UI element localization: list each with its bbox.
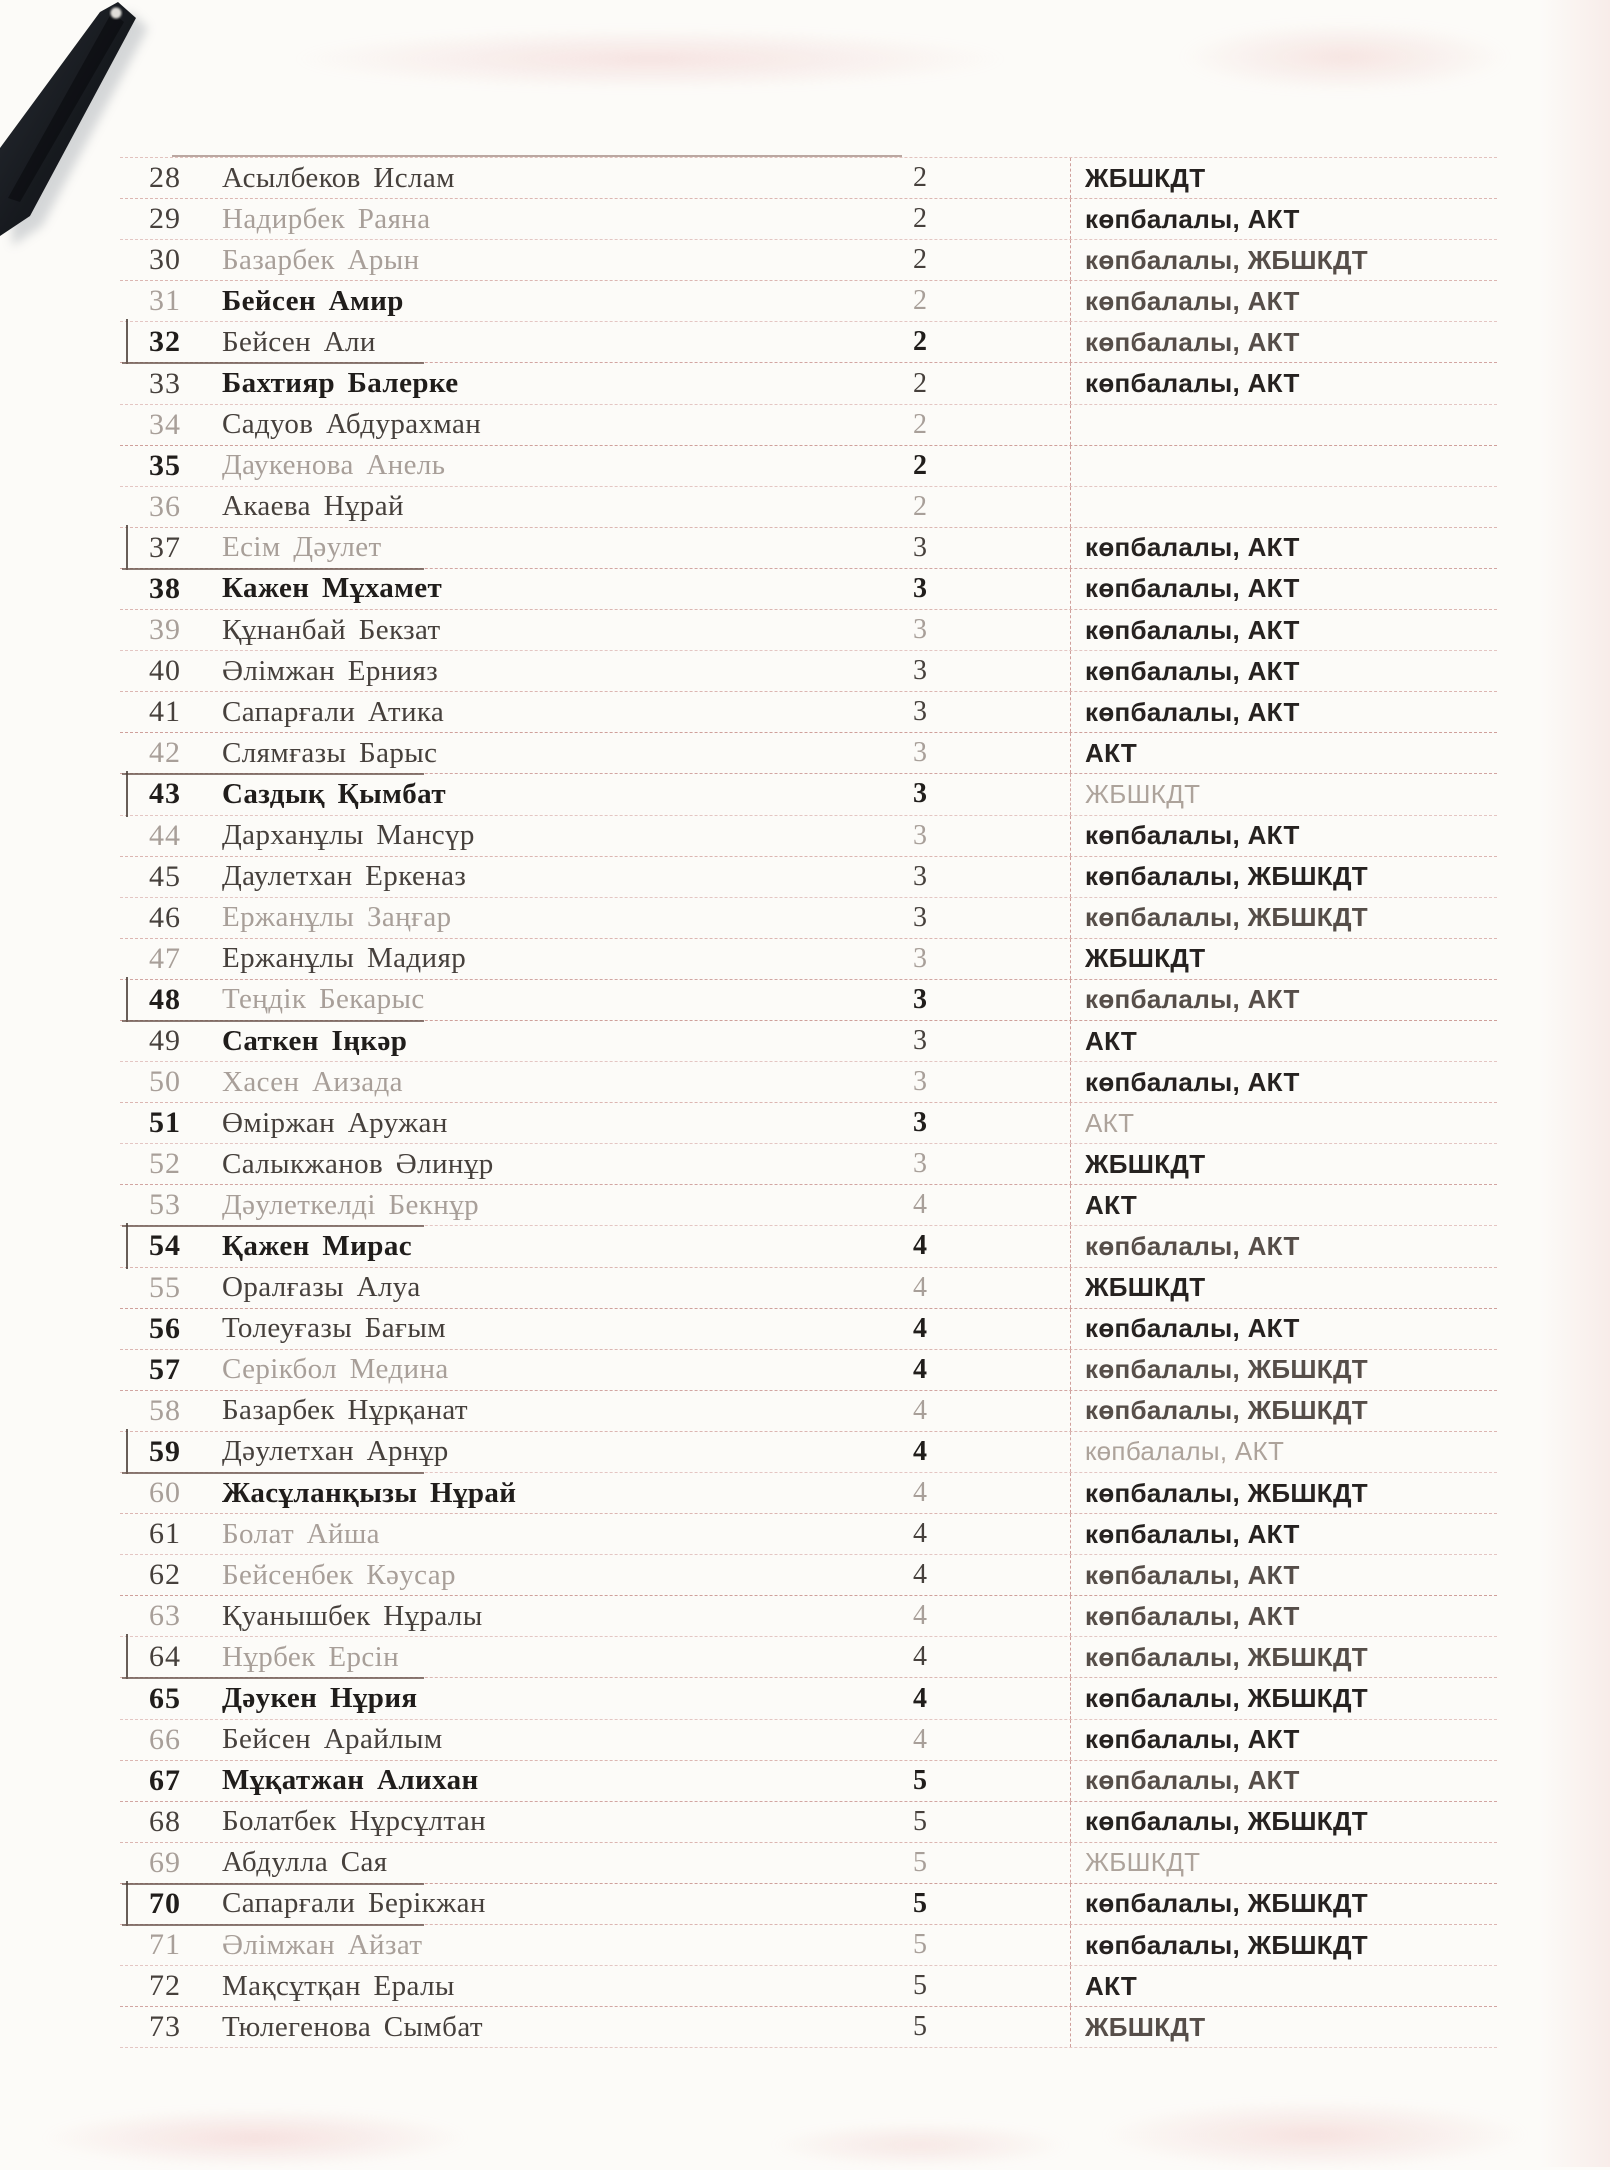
table-row bbox=[120, 405, 1497, 446]
row-number: 29 bbox=[149, 202, 181, 236]
student-name: Қажен Мирас bbox=[222, 1229, 412, 1262]
category-label: көпбалалы, ЖБШКДТ bbox=[1070, 1678, 1497, 1718]
student-name: Құнанбай Бекзат bbox=[222, 613, 441, 646]
row-number: 44 bbox=[149, 818, 181, 852]
category-label: көпбалалы, АКТ bbox=[1070, 1062, 1497, 1102]
grade-number: 2 bbox=[913, 203, 927, 235]
table-row bbox=[120, 610, 1497, 651]
table-row bbox=[120, 363, 1497, 404]
grade-number: 4 bbox=[913, 1435, 927, 1467]
student-name: Серікбол Медина bbox=[222, 1353, 449, 1386]
row-number: 39 bbox=[149, 613, 181, 647]
grade-number: 3 bbox=[913, 819, 927, 851]
category-label: ЖБШКДТ bbox=[1070, 939, 1497, 979]
row-number: 67 bbox=[149, 1763, 181, 1797]
table-row bbox=[120, 281, 1497, 322]
category-label: көпбалалы, АКТ bbox=[1070, 692, 1497, 732]
table-row bbox=[120, 1185, 1497, 1226]
student-name: Дәукен Нұрия bbox=[222, 1682, 418, 1715]
grade-number: 2 bbox=[913, 162, 927, 194]
table-row bbox=[120, 157, 1497, 199]
row-number: 60 bbox=[149, 1476, 181, 1510]
row-number: 62 bbox=[149, 1558, 181, 1592]
grade-number: 2 bbox=[913, 326, 927, 358]
grade-number: 3 bbox=[913, 901, 927, 933]
pen-tip-highlight bbox=[111, 8, 122, 19]
student-name: Даулетхан Еркеназ bbox=[222, 860, 467, 893]
student-name: Дарханұлы Мансүр bbox=[222, 819, 475, 852]
table-row bbox=[120, 898, 1497, 939]
bleedthrough-smudge-top bbox=[290, 28, 1010, 90]
table-row bbox=[120, 199, 1497, 240]
grade-number: 3 bbox=[913, 1066, 927, 1098]
grade-number: 3 bbox=[913, 1107, 927, 1139]
table-row bbox=[120, 1391, 1497, 1432]
student-name: Базарбек Нұрқанат bbox=[222, 1394, 468, 1427]
student-name: Дәулетхан Арнұр bbox=[222, 1435, 449, 1468]
student-name: Әлімжан Айзат bbox=[222, 1928, 423, 1961]
row-number: 50 bbox=[149, 1065, 181, 1099]
grade-number: 4 bbox=[913, 1189, 927, 1221]
grade-number: 3 bbox=[913, 655, 927, 687]
category-label bbox=[1070, 446, 1497, 486]
category-label: АКТ bbox=[1070, 1185, 1497, 1225]
table-row bbox=[120, 1309, 1497, 1350]
student-name: Акаева Нұрай bbox=[222, 490, 404, 523]
category-label: ЖБШКДТ bbox=[1070, 1144, 1497, 1184]
row-number: 28 bbox=[149, 161, 181, 195]
category-label bbox=[1070, 487, 1497, 527]
row-number: 66 bbox=[149, 1722, 181, 1756]
grade-number: 4 bbox=[913, 1600, 927, 1632]
row-number: 34 bbox=[149, 407, 181, 441]
bleedthrough-smudge-bottom-right bbox=[1100, 2100, 1530, 2170]
bleedthrough-smudge-bottom-left bbox=[40, 2108, 470, 2168]
row-number: 54 bbox=[149, 1229, 181, 1263]
student-name: Өміржан Аружан bbox=[222, 1106, 448, 1139]
row-number: 56 bbox=[149, 1311, 181, 1345]
category-label bbox=[1070, 405, 1497, 445]
student-name: Бахтияр Балерке bbox=[222, 367, 459, 400]
row-number: 48 bbox=[149, 982, 181, 1016]
category-label: көпбалалы, АКТ bbox=[1070, 199, 1497, 239]
category-label: көпбалалы, ЖБШКДТ bbox=[1070, 1884, 1497, 1924]
row-number: 68 bbox=[149, 1804, 181, 1838]
row-number: 65 bbox=[149, 1681, 181, 1715]
row-number: 38 bbox=[149, 571, 181, 605]
row-number: 55 bbox=[149, 1270, 181, 1304]
student-name: Сапарғали Берікжан bbox=[222, 1887, 486, 1920]
category-label: ЖБШКДТ bbox=[1070, 1268, 1497, 1308]
category-label: көпбалалы, ЖБШКДТ bbox=[1070, 1637, 1497, 1677]
student-name: Әлімжан Ернияз bbox=[222, 654, 439, 687]
row-number: 42 bbox=[149, 736, 181, 770]
table-row bbox=[120, 692, 1497, 733]
row-number: 57 bbox=[149, 1352, 181, 1386]
student-name: Қуанышбек Нұралы bbox=[222, 1599, 483, 1632]
row-number: 70 bbox=[149, 1886, 181, 1920]
row-number: 40 bbox=[149, 654, 181, 688]
category-label: көпбалалы, АКТ bbox=[1070, 1761, 1497, 1801]
table-row bbox=[120, 1720, 1497, 1761]
category-label: көпбалалы, ЖБШКДТ bbox=[1070, 857, 1497, 897]
grade-number: 3 bbox=[913, 572, 927, 604]
student-name: Нұрбек Ерсін bbox=[222, 1640, 399, 1673]
student-name: Теңдік Бекарыс bbox=[222, 983, 425, 1016]
grade-number: 2 bbox=[913, 408, 927, 440]
table-row bbox=[120, 1432, 1497, 1473]
row-number: 69 bbox=[149, 1845, 181, 1879]
table-row bbox=[120, 1350, 1497, 1391]
grade-number: 5 bbox=[913, 1805, 927, 1837]
category-label: көпбалалы, АКТ bbox=[1070, 1720, 1497, 1760]
category-label: көпбалалы, ЖБШКДТ bbox=[1070, 1473, 1497, 1513]
grade-number: 5 bbox=[913, 1929, 927, 1961]
grade-number: 4 bbox=[913, 1477, 927, 1509]
table-row bbox=[120, 857, 1497, 898]
category-label: көпбалалы, АКТ bbox=[1070, 281, 1497, 321]
row-number: 64 bbox=[149, 1640, 181, 1674]
student-name: Оралғазы Алуа bbox=[222, 1271, 421, 1304]
row-number: 52 bbox=[149, 1147, 181, 1181]
row-number: 71 bbox=[149, 1928, 181, 1962]
grade-number: 5 bbox=[913, 1887, 927, 1919]
table-row bbox=[120, 1555, 1497, 1596]
row-number: 72 bbox=[149, 1969, 181, 2003]
grade-number: 3 bbox=[913, 983, 927, 1015]
category-label: көпбалалы, АКТ bbox=[1070, 1309, 1497, 1349]
row-number: 63 bbox=[149, 1599, 181, 1633]
grade-number: 3 bbox=[913, 860, 927, 892]
student-name: Жасұланқызы Нұрай bbox=[222, 1476, 517, 1509]
category-label: көпбалалы, АКТ bbox=[1070, 363, 1497, 403]
table-row bbox=[120, 528, 1497, 569]
table-row bbox=[120, 1144, 1497, 1185]
table-row bbox=[120, 1596, 1497, 1637]
row-number: 31 bbox=[149, 284, 181, 318]
category-label: көпбалалы, ЖБШКДТ bbox=[1070, 240, 1497, 280]
table-row bbox=[120, 487, 1497, 528]
category-label: көпбалалы, АКТ bbox=[1070, 1596, 1497, 1636]
table-row bbox=[120, 1802, 1497, 1843]
table-row bbox=[120, 1761, 1497, 1802]
row-number: 73 bbox=[149, 2010, 181, 2044]
grade-number: 3 bbox=[913, 531, 927, 563]
grade-number: 3 bbox=[913, 614, 927, 646]
student-name: Асылбеков Ислам bbox=[222, 161, 455, 194]
student-name: Саздық Қымбат bbox=[222, 777, 446, 810]
table-row bbox=[120, 980, 1497, 1021]
row-number: 59 bbox=[149, 1434, 181, 1468]
grade-number: 4 bbox=[913, 1271, 927, 1303]
table-row bbox=[120, 1678, 1497, 1719]
student-name: Тюлегенова Сымбат bbox=[222, 2010, 483, 2043]
student-name: Кажен Мұхамет bbox=[222, 572, 443, 605]
student-name: Ержанұлы Заңғар bbox=[222, 901, 452, 934]
table-row bbox=[120, 322, 1497, 363]
table-row bbox=[120, 1925, 1497, 1966]
row-number: 35 bbox=[149, 448, 181, 482]
table-row bbox=[120, 1473, 1497, 1514]
grade-number: 3 bbox=[913, 1148, 927, 1180]
table-row bbox=[120, 939, 1497, 980]
grade-number: 4 bbox=[913, 1641, 927, 1673]
category-label: көпбалалы, АКТ bbox=[1070, 528, 1497, 568]
category-label: көпбалалы, АКТ bbox=[1070, 1514, 1497, 1554]
table-row bbox=[120, 1637, 1497, 1678]
category-label: АКТ bbox=[1070, 1021, 1497, 1061]
student-name: Ержанұлы Мадияр bbox=[222, 942, 467, 975]
row-number: 36 bbox=[149, 489, 181, 523]
scan-edge-band bbox=[1540, 0, 1610, 2167]
row-number: 43 bbox=[149, 777, 181, 811]
grade-number: 3 bbox=[913, 696, 927, 728]
table-row bbox=[120, 1843, 1497, 1884]
category-label: АКТ bbox=[1070, 1966, 1497, 2006]
grade-number: 3 bbox=[913, 1025, 927, 1057]
student-name: Дәулеткелді Бекнұр bbox=[222, 1188, 480, 1221]
student-name: Слямғазы Барыс bbox=[222, 736, 438, 769]
category-label: ЖБШКДТ bbox=[1070, 1843, 1497, 1883]
student-name: Толеуғазы Бағым bbox=[222, 1312, 446, 1345]
row-number: 30 bbox=[149, 243, 181, 277]
row-number: 51 bbox=[149, 1106, 181, 1140]
category-label: көпбалалы, ЖБШКДТ bbox=[1070, 898, 1497, 938]
category-label: көпбалалы, АКТ bbox=[1070, 1432, 1497, 1472]
table-row bbox=[120, 446, 1497, 487]
student-name: Мұқатжан Алихан bbox=[222, 1764, 479, 1797]
category-label: АКТ bbox=[1070, 733, 1497, 773]
student-name: Даукенова Анель bbox=[222, 449, 446, 482]
table-row bbox=[120, 1021, 1497, 1062]
student-name: Болат Айша bbox=[222, 1517, 380, 1550]
table-row bbox=[120, 569, 1497, 610]
category-label: ЖБШКДТ bbox=[1070, 774, 1497, 814]
bleedthrough-smudge-top-right bbox=[1180, 22, 1510, 92]
row-number: 47 bbox=[149, 941, 181, 975]
grade-number: 4 bbox=[913, 1518, 927, 1550]
row-number: 37 bbox=[149, 530, 181, 564]
table-row bbox=[120, 816, 1497, 857]
student-name: Саткен Іңкәр bbox=[222, 1024, 408, 1057]
student-name: Мақсұтқан Ералы bbox=[222, 1969, 455, 2002]
category-label: АКТ bbox=[1070, 1103, 1497, 1143]
table-row bbox=[120, 733, 1497, 774]
category-label: көпбалалы, ЖБШКДТ bbox=[1070, 1391, 1497, 1431]
table-row bbox=[120, 1103, 1497, 1144]
table-row bbox=[120, 1884, 1497, 1925]
row-number: 46 bbox=[149, 900, 181, 934]
grade-number: 3 bbox=[913, 778, 927, 810]
category-label: көпбалалы, ЖБШКДТ bbox=[1070, 1802, 1497, 1842]
table-row bbox=[120, 240, 1497, 281]
category-label: көпбалалы, АКТ bbox=[1070, 569, 1497, 609]
category-label: көпбалалы, АКТ bbox=[1070, 1226, 1497, 1266]
category-label: ЖБШКДТ bbox=[1070, 158, 1497, 198]
category-label: көпбалалы, АКТ bbox=[1070, 1555, 1497, 1595]
row-number: 41 bbox=[149, 695, 181, 729]
student-name: Хасен Аизада bbox=[222, 1065, 403, 1098]
category-label: көпбалалы, АКТ bbox=[1070, 651, 1497, 691]
student-name: Болатбек Нұрсұлтан bbox=[222, 1805, 487, 1838]
category-label: көпбалалы, ЖБШКДТ bbox=[1070, 1925, 1497, 1965]
student-name: Салыкжанов Әлинұр bbox=[222, 1147, 494, 1180]
row-number: 32 bbox=[149, 325, 181, 359]
table-row bbox=[120, 1268, 1497, 1309]
grade-number: 2 bbox=[913, 285, 927, 317]
row-number: 61 bbox=[149, 1517, 181, 1551]
table-row bbox=[120, 774, 1497, 815]
table-row bbox=[120, 1062, 1497, 1103]
grade-number: 5 bbox=[913, 1846, 927, 1878]
grade-number: 2 bbox=[913, 367, 927, 399]
grade-number: 2 bbox=[913, 244, 927, 276]
student-name: Базарбек Арын bbox=[222, 243, 420, 276]
grade-number: 4 bbox=[913, 1353, 927, 1385]
grade-number: 4 bbox=[913, 1682, 927, 1714]
bleedthrough-smudge-bottom-mid bbox=[770, 2122, 1070, 2168]
grade-number: 4 bbox=[913, 1230, 927, 1262]
table-row bbox=[120, 651, 1497, 692]
student-name: Садуов Абдурахман bbox=[222, 408, 482, 441]
grade-number: 4 bbox=[913, 1723, 927, 1755]
category-label: көпбалалы, АКТ bbox=[1070, 980, 1497, 1020]
student-name: Бейсен Али bbox=[222, 325, 376, 358]
category-label: ЖБШКДТ bbox=[1070, 2007, 1497, 2047]
row-number: 53 bbox=[149, 1188, 181, 1222]
category-label: көпбалалы, АКТ bbox=[1070, 610, 1497, 650]
student-name: Бейсен Амир bbox=[222, 284, 404, 317]
table-row bbox=[120, 1966, 1497, 2007]
category-label: көпбалалы, АКТ bbox=[1070, 322, 1497, 362]
grade-number: 2 bbox=[913, 449, 927, 481]
student-name: Бейсен Арайлым bbox=[222, 1723, 443, 1756]
row-number: 45 bbox=[149, 859, 181, 893]
grade-number: 5 bbox=[913, 1970, 927, 2002]
student-name: Сапарғали Атика bbox=[222, 695, 445, 728]
grade-number: 4 bbox=[913, 1559, 927, 1591]
category-label: көпбалалы, АКТ bbox=[1070, 816, 1497, 856]
table-row bbox=[120, 1226, 1497, 1267]
grade-number: 3 bbox=[913, 737, 927, 769]
student-name: Надирбек Раяна bbox=[222, 202, 431, 235]
student-name: Есім Дәулет bbox=[222, 531, 382, 564]
category-label: көпбалалы, ЖБШКДТ bbox=[1070, 1350, 1497, 1390]
table-row bbox=[120, 1514, 1497, 1555]
row-number: 33 bbox=[149, 366, 181, 400]
grade-number: 5 bbox=[913, 2011, 927, 2043]
row-number: 49 bbox=[149, 1024, 181, 1058]
grade-number: 5 bbox=[913, 1764, 927, 1796]
table-row bbox=[120, 2007, 1497, 2048]
student-name: Абдулла Сая bbox=[222, 1846, 388, 1879]
row-number: 58 bbox=[149, 1393, 181, 1427]
grade-number: 4 bbox=[913, 1312, 927, 1344]
grade-number: 3 bbox=[913, 942, 927, 974]
grade-number: 4 bbox=[913, 1394, 927, 1426]
grade-number: 2 bbox=[913, 490, 927, 522]
student-name: Бейсенбек Кәусар bbox=[222, 1558, 456, 1591]
student-table bbox=[120, 157, 1497, 2048]
